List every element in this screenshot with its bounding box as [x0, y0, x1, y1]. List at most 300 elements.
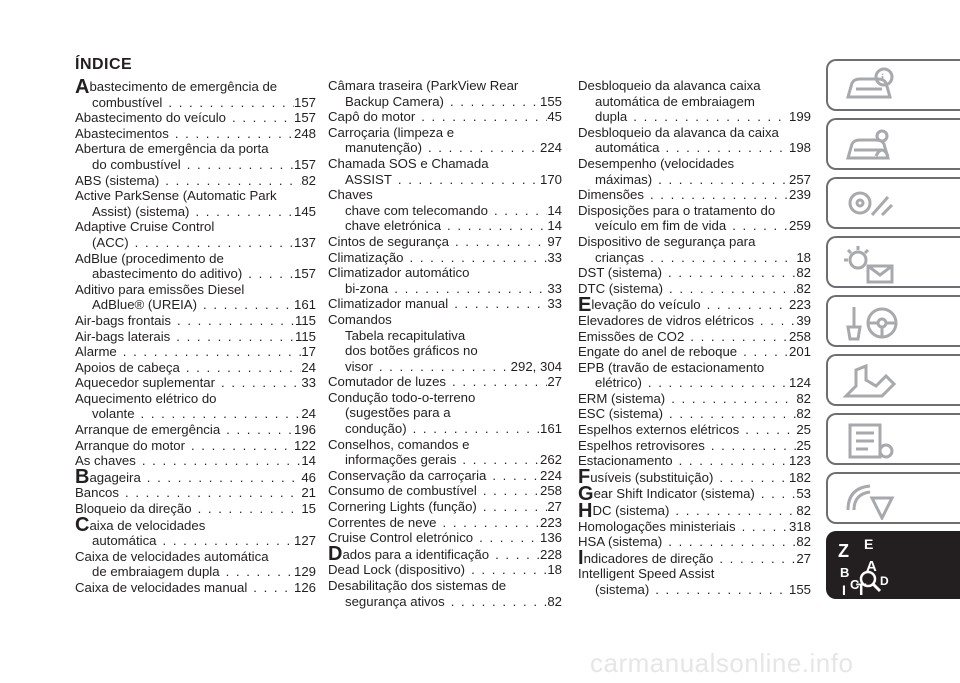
index-line [578, 234, 811, 250]
section-letter: H [578, 499, 593, 522]
index-entry [328, 374, 562, 390]
index-line [578, 483, 811, 506]
index-term: ESC (sistema) [578, 406, 663, 422]
index-line [328, 250, 562, 266]
page-number[interactable]: 18 [547, 562, 562, 578]
index-line [75, 235, 316, 251]
tab-car-info[interactable] [826, 59, 960, 111]
index-term: Conselhos, comandos e [328, 436, 470, 452]
page-number[interactable]: 25 [796, 437, 811, 453]
index-term: Caixa de velocidades manual [75, 580, 248, 595]
index-entry [328, 234, 562, 250]
leader-dots [445, 594, 548, 610]
index-logo-letter: Z [838, 541, 849, 561]
page-number[interactable]: 82 [796, 406, 811, 422]
index-line [75, 580, 316, 596]
page-number[interactable]: 123 [788, 453, 811, 469]
page-number[interactable]: 27 [796, 550, 811, 566]
leader-dots [701, 297, 789, 313]
index-term: elétrico) [595, 375, 642, 391]
index-entry [578, 329, 811, 345]
index-term: Cintos de segurança [328, 233, 449, 249]
page-number[interactable]: 157 [293, 94, 316, 110]
leader-dots [185, 438, 294, 454]
index-term: volante [92, 406, 135, 422]
index-term: Alarme [75, 344, 117, 360]
page-number[interactable]: 27 [547, 374, 562, 390]
index-line [328, 437, 562, 453]
index-line [75, 453, 316, 469]
index-entry [328, 390, 562, 437]
page-number[interactable]: 33 [547, 280, 562, 296]
leader-dots [477, 499, 548, 515]
index-entry [328, 187, 562, 234]
index-line [75, 95, 316, 111]
leader-dots [644, 187, 789, 203]
index-line [75, 344, 316, 360]
page-number[interactable]: 14 [301, 453, 316, 469]
index-term: Engate do anel de reboque [578, 344, 738, 360]
index-term: visor [345, 358, 373, 374]
page-number[interactable]: 18 [796, 249, 811, 265]
index-line [578, 203, 811, 219]
index-entry [578, 466, 811, 489]
leader-dots [171, 313, 295, 329]
page-number[interactable]: 15 [301, 501, 316, 517]
index-term: chave eletrónica [345, 218, 442, 234]
page-number[interactable]: 97 [547, 233, 562, 249]
index-term: Dead Lock (dispositivo) [328, 562, 466, 578]
page-number[interactable]: 199 [788, 109, 811, 125]
index-entry [75, 549, 316, 580]
index-entry [75, 75, 316, 110]
tab-specifications[interactable] [826, 413, 960, 465]
leader-dots [662, 265, 796, 281]
leader-dots [392, 172, 540, 188]
page-number[interactable]: 198 [788, 140, 811, 156]
index-term: ados para a identificação [342, 546, 490, 562]
index-term: usíveis (substituição) [590, 469, 714, 485]
index-term: máximas) [595, 171, 653, 187]
index-logo-letter: D [880, 574, 889, 588]
index-line [75, 438, 316, 454]
index-term: Aquecimento elétrico do [75, 390, 217, 406]
leader-dots [220, 422, 294, 438]
index-line [328, 234, 562, 250]
emergency-icon [842, 303, 902, 343]
page-number[interactable]: 161 [293, 297, 316, 313]
index-entry [328, 515, 562, 531]
page-number[interactable]: 161 [539, 421, 562, 437]
index-line [328, 594, 562, 610]
index-term: EPB (travão de estacionamento [578, 359, 765, 375]
index-icon [834, 535, 934, 597]
page-number[interactable]: 224 [539, 140, 562, 156]
index-term: veículo em fim de vida [595, 218, 727, 234]
leader-dots [489, 547, 540, 563]
index-line [578, 218, 811, 234]
index-line [578, 172, 811, 188]
index-line [578, 78, 811, 94]
index-term: segurança ativos [345, 593, 445, 609]
leader-dots [684, 329, 789, 345]
page-number[interactable]: 82 [796, 390, 811, 406]
tab-emergency[interactable] [826, 295, 960, 347]
index-line [578, 344, 811, 360]
leader-dots [129, 235, 294, 251]
index-term: agageira [89, 469, 141, 485]
index-line [75, 173, 316, 189]
index-term: Chamada SOS e Chamada [328, 155, 489, 171]
page-number[interactable]: 82 [796, 503, 811, 519]
index-term: ASSIST [345, 171, 392, 187]
index-line [328, 390, 562, 406]
index-term: Estacionamento [578, 453, 673, 469]
page-number[interactable]: 127 [293, 533, 316, 549]
index-entry [75, 501, 316, 517]
page-number[interactable]: 224 [539, 467, 562, 483]
index-line [328, 172, 562, 188]
index-term: Bloqueio da direção [75, 501, 192, 517]
index-line [75, 375, 316, 391]
index-column-2 [328, 78, 562, 609]
index-logo-letter: T [856, 580, 867, 597]
page-number[interactable]: 45 [547, 109, 562, 125]
index-entry [578, 499, 811, 522]
index-term: Aditivo para emissões Diesel [75, 281, 245, 297]
page-number[interactable]: 201 [788, 344, 811, 360]
index-entry [578, 406, 811, 422]
index-entry [328, 250, 562, 266]
index-line [75, 406, 316, 422]
index-term: Capô do motor [328, 109, 416, 125]
leader-dots [644, 250, 796, 266]
leader-dots [169, 126, 294, 142]
tab-warning-lights[interactable] [826, 236, 960, 288]
leader-dots [739, 422, 796, 438]
page-number[interactable]: 14 [547, 202, 562, 218]
index-entry [75, 251, 316, 282]
page-number[interactable]: 82 [547, 593, 562, 609]
index-line [75, 466, 316, 489]
index-term: HSA (sistema) [578, 534, 663, 550]
page-number[interactable]: 157 [293, 110, 316, 126]
index-term: abastecimento do aditivo) [92, 266, 243, 282]
section-letter: A [75, 75, 90, 98]
index-line [578, 329, 811, 345]
index-line [75, 297, 316, 313]
index-term: combustível [92, 94, 163, 110]
index-term: Espelhos externos elétricos [578, 422, 740, 438]
index-entry [578, 281, 811, 297]
index-entry [578, 187, 811, 203]
index-line [578, 375, 811, 391]
index-line [75, 126, 316, 142]
index-line [328, 140, 562, 156]
leader-dots [373, 359, 511, 375]
page-number[interactable]: 292, 304 [510, 358, 562, 374]
page-number[interactable]: 223 [788, 297, 811, 313]
index-term: informações gerais [345, 452, 457, 468]
page-number[interactable]: 155 [788, 582, 811, 597]
leader-dots [162, 95, 294, 111]
index-entry [328, 499, 562, 515]
page-number[interactable]: 170 [539, 171, 562, 187]
page-number[interactable]: 318 [788, 518, 811, 534]
leader-dots [189, 204, 294, 220]
page-number[interactable]: 122 [293, 437, 316, 453]
index-entry [578, 78, 811, 125]
index-line [578, 109, 811, 125]
index-term: Elevadores de vidros elétricos [578, 312, 754, 328]
index-term: DTC (sistema) [578, 280, 663, 296]
index-entry [75, 580, 316, 596]
index-line [328, 468, 562, 484]
page-number[interactable]: 248 [293, 125, 316, 141]
index-term: Chaves [328, 187, 373, 203]
leader-dots [220, 564, 294, 580]
index-term: Dimensões [578, 187, 644, 203]
index-line [578, 125, 811, 141]
leader-dots [713, 470, 789, 486]
index-entry [328, 543, 562, 566]
index-term: (sistema) [595, 582, 650, 597]
leader-dots [180, 360, 301, 376]
index-line [578, 453, 811, 469]
page-number[interactable]: 46 [301, 469, 316, 485]
index-term: Desempenho (velocidades [578, 155, 735, 171]
index-line [578, 281, 811, 297]
page-number[interactable]: 145 [293, 203, 316, 219]
leader-dots [465, 562, 547, 578]
index-term: AdBlue (procedimento de [75, 250, 224, 266]
page-number[interactable]: 136 [539, 530, 562, 546]
index-line [328, 312, 562, 328]
index-line [75, 549, 316, 565]
index-line [578, 438, 811, 454]
index-line [75, 313, 316, 329]
page-number[interactable]: 24 [301, 406, 316, 422]
page-number[interactable]: 21 [301, 485, 316, 501]
leader-dots [649, 582, 789, 598]
page-number[interactable]: 39 [796, 312, 811, 328]
index-entry [328, 156, 562, 187]
index-term: ear Shift Indicator (sistema) [593, 486, 755, 502]
tab-maintenance[interactable] [826, 354, 960, 406]
index-term: Comutador de luzes [328, 374, 447, 390]
index-line [75, 564, 316, 580]
leader-dots [242, 266, 294, 282]
index-term: automática [595, 140, 660, 156]
index-term: Correntes de neve [328, 514, 437, 530]
index-entry [328, 468, 562, 484]
page-number[interactable]: 82 [796, 534, 811, 550]
page-number[interactable]: 239 [788, 187, 811, 203]
page-number[interactable]: 257 [788, 171, 811, 187]
tab-multimedia[interactable] [826, 472, 960, 524]
page-number[interactable]: 25 [796, 422, 811, 438]
index-line [328, 109, 562, 125]
section-letter: C [75, 514, 90, 537]
index-term: Active ParkSense (Automatic Park [75, 188, 277, 204]
page-number[interactable]: 27 [547, 499, 562, 515]
index-line [75, 75, 316, 98]
index-term: Tabela recapitulativa [345, 327, 466, 343]
tab-car-safety[interactable] [826, 118, 960, 170]
index-line [75, 204, 316, 220]
index-term: ABS (sistema) [75, 172, 160, 188]
index-entry [578, 293, 811, 316]
page-number[interactable]: 115 [294, 328, 316, 344]
index-line [328, 543, 562, 566]
index-line [578, 187, 811, 203]
index-line [328, 125, 562, 141]
leader-dots [726, 218, 789, 234]
leader-dots [170, 329, 295, 345]
page-number[interactable]: 24 [301, 359, 316, 375]
page-number[interactable]: 82 [796, 280, 811, 296]
index-entry [75, 453, 316, 469]
page-number[interactable]: 258 [539, 483, 562, 499]
car-info-icon [842, 67, 902, 107]
page-number[interactable]: 33 [301, 375, 316, 391]
page-number[interactable]: 157 [293, 156, 316, 172]
page-number[interactable]: 223 [539, 514, 562, 530]
section-letter: I [578, 547, 584, 570]
index-entry [75, 126, 316, 142]
index-term: Dispositivo de segurança para [578, 233, 756, 249]
index-term: Abertura de emergência da porta [75, 141, 269, 157]
index-line [578, 250, 811, 266]
page-number[interactable]: 82 [301, 172, 316, 188]
index-line [328, 562, 562, 578]
index-entry [328, 437, 562, 468]
index-term: Desbloqueio da alavanca da caixa [578, 124, 779, 140]
page-number[interactable]: 14 [547, 218, 562, 234]
index-term: do combustível [92, 156, 181, 172]
leader-dots [404, 250, 548, 266]
index-term: Climatizador automático [328, 265, 470, 281]
index-logo-letter: I [842, 582, 846, 597]
index-line [75, 329, 316, 345]
page-number[interactable]: 115 [294, 312, 316, 328]
leader-dots [665, 391, 796, 407]
index-logo-letter: A [866, 558, 877, 575]
page-number[interactable]: 258 [788, 328, 811, 344]
leader-dots [388, 281, 547, 297]
page-number[interactable]: 33 [547, 296, 562, 312]
leader-dots [477, 483, 540, 499]
index-entry [75, 422, 316, 438]
page-number[interactable]: 126 [293, 580, 316, 595]
leader-dots [713, 551, 796, 567]
page-number[interactable]: 33 [547, 249, 562, 265]
index-term: levação do veículo [591, 297, 701, 313]
leader-dots [441, 218, 547, 234]
index-entry [578, 313, 811, 329]
index-line [75, 141, 316, 157]
leader-dots [192, 501, 302, 517]
index-term: DC (sistema) [592, 503, 670, 519]
page-number[interactable]: 228 [539, 546, 562, 562]
index-line [578, 360, 811, 376]
index-entry [578, 156, 811, 187]
index-term: ndicadores de direção [583, 550, 714, 566]
index-entry [75, 438, 316, 454]
page-number[interactable]: 155 [539, 93, 562, 109]
tab-index[interactable] [826, 531, 960, 599]
index-entry [75, 188, 316, 219]
index-line [578, 547, 811, 570]
page-number[interactable]: 53 [796, 486, 811, 502]
index-term: Carroçaria (limpeza e [328, 124, 455, 140]
index-entry [578, 234, 811, 265]
page-number[interactable]: 129 [293, 564, 316, 580]
page-number[interactable]: 259 [788, 218, 811, 234]
index-term: Apoios de cabeça [75, 359, 180, 375]
index-term: Climatizador manual [328, 296, 449, 312]
index-line [328, 530, 562, 546]
index-term: Bancos [75, 485, 119, 501]
index-line [328, 483, 562, 499]
page-number[interactable]: 262 [539, 452, 562, 468]
index-line [578, 140, 811, 156]
index-term: Abastecimento do veículo [75, 110, 227, 126]
index-line [328, 374, 562, 390]
index-term: Disposições para o tratamento do [578, 202, 776, 218]
index-term: dos botões gráficos no [345, 343, 478, 359]
index-line [328, 78, 562, 94]
page-number[interactable]: 157 [293, 266, 316, 282]
leader-dots [473, 530, 540, 546]
index-term: Aquecedor suplementar [75, 375, 216, 391]
page-number[interactable]: 124 [788, 375, 811, 391]
index-logo-letter: E [864, 536, 874, 552]
watermark: carmanualsonline.info [590, 648, 854, 678]
page-number[interactable]: 182 [788, 469, 811, 485]
index-entry [578, 547, 811, 570]
index-term: crianças [595, 249, 645, 265]
index-term: Assist) (sistema) [92, 203, 190, 219]
index-term: Desabilitação dos sistemas de [328, 578, 507, 593]
page-number[interactable]: 196 [293, 422, 316, 438]
leader-dots [226, 110, 294, 126]
index-line [328, 515, 562, 531]
index-line [75, 391, 316, 407]
index-line [75, 533, 316, 549]
page-number[interactable]: 137 [293, 234, 316, 250]
page-number[interactable]: 82 [796, 265, 811, 281]
index-line [328, 343, 562, 359]
index-line [578, 534, 811, 550]
index-term: As chaves [75, 453, 136, 469]
index-line [578, 466, 811, 489]
leader-dots [141, 470, 302, 486]
leader-dots [449, 234, 547, 250]
index-entry [75, 141, 316, 172]
index-term: Emissões de CO2 [578, 328, 685, 344]
index-term: Air-bags laterais [75, 328, 171, 344]
index-term: manutenção) [345, 140, 422, 156]
index-line [328, 452, 562, 468]
index-entry [578, 422, 811, 438]
page-number[interactable]: 17 [301, 344, 316, 360]
section-letter: E [578, 293, 592, 316]
index-term: Comandos [328, 311, 392, 327]
leader-dots [135, 406, 302, 422]
tab-car-driving[interactable] [826, 177, 960, 229]
index-entry [75, 391, 316, 422]
